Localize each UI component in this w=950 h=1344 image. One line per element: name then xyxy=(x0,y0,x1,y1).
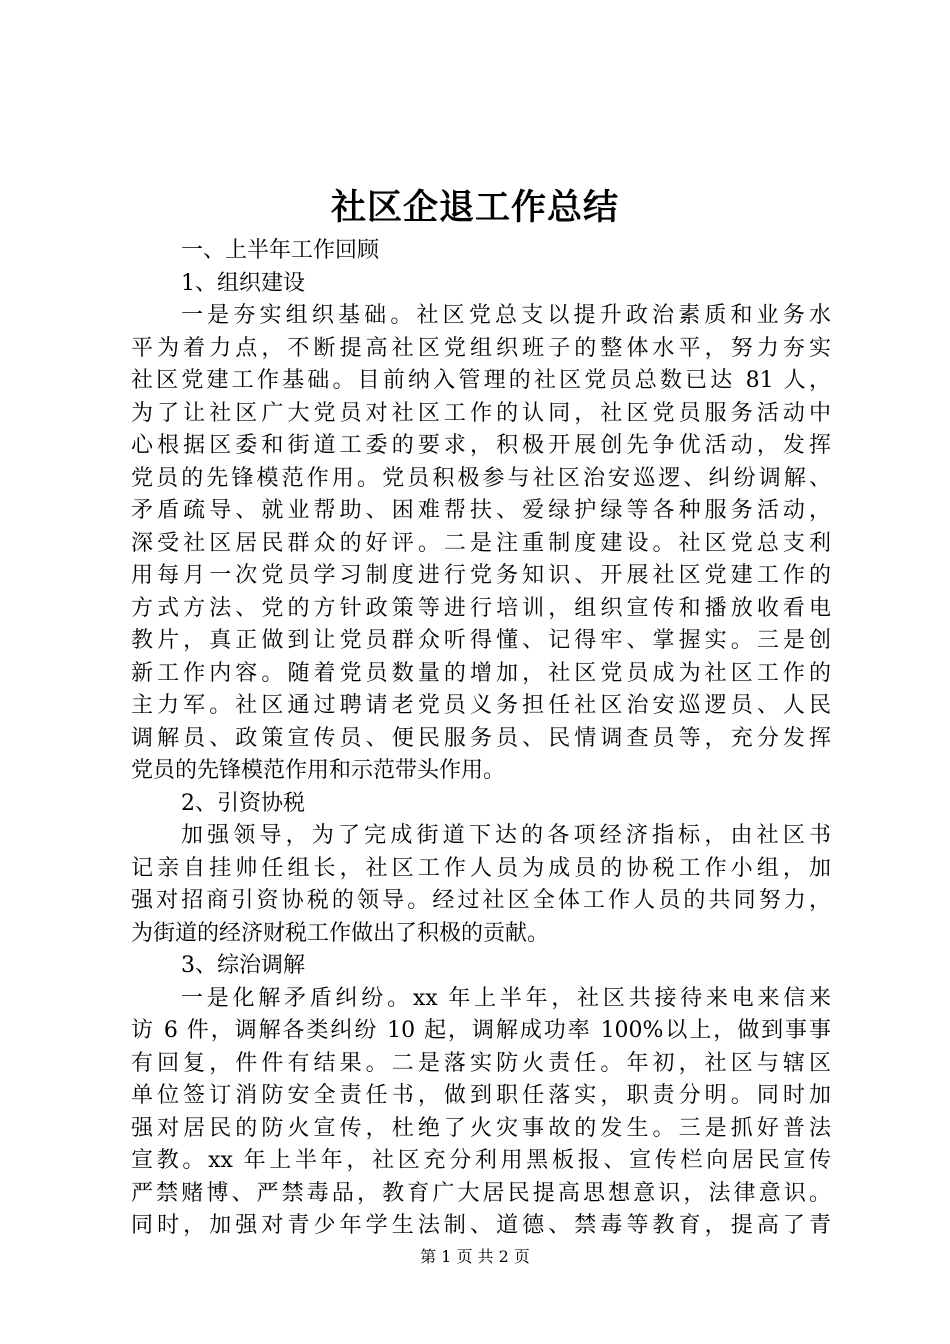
text-line: 3、综治调解 xyxy=(181,953,305,978)
text-line: 严禁赌博、严禁毒品，教育广大居民提高思想意识，法律意识。 xyxy=(131,1180,831,1206)
text-line: 2、引资协税 xyxy=(181,790,305,816)
text-line: 加强领导，为了完成街道下达的各项经济指标，由社区书 xyxy=(181,823,831,848)
text-line: 为了让社区广大党员对社区工作的认同，社区党员服务活动中 xyxy=(131,400,831,426)
text-line: 教片，真正做到让党员群众听得懂、记得牢、掌握实。三是创 xyxy=(131,628,831,653)
text-line: 社区党建工作基础。目前纳入管理的社区党员总数已达 81 人， xyxy=(131,368,831,393)
text-line: 心根据区委和街道工委的要求，积极开展创先争优活动，发挥 xyxy=(131,433,831,458)
text-line: 1、组织建设 xyxy=(181,270,305,296)
text-line: 矛盾疏导、就业帮助、困难帮扶、爱绿护绿等各种服务活动， xyxy=(131,498,831,523)
text-line: 深受社区居民群众的好评。二是注重制度建设。社区党总支利 xyxy=(131,530,831,556)
text-line: 强对招商引资协税的领导。经过社区全体工作人员的共同努力， xyxy=(131,888,831,913)
text-line: 新工作内容。随着党员数量的增加，社区党员成为社区工作的 xyxy=(131,660,831,686)
page-footer: 第 1 页 共 2 页 xyxy=(420,1247,530,1266)
text-line: 访 6 件，调解各类纠纷 10 起，调解成功率 100%以上，做到事事 xyxy=(131,1018,831,1043)
text-line: 方式方法、党的方针政策等进行培训，组织宣传和播放收看电 xyxy=(131,595,831,621)
text-line: 主力军。社区通过聘请老党员义务担任社区治安巡逻员、人民 xyxy=(131,693,831,718)
text-line: 强对居民的防火宣传，杜绝了火灾事故的发生。三是抓好普法 xyxy=(131,1115,831,1141)
text-line: 党员的先锋模范作用。党员积极参与社区治安巡逻、纠纷调解、 xyxy=(131,465,831,491)
text-line: 一是化解矛盾纠纷。xx 年上半年，社区共接待来电来信来 xyxy=(181,985,831,1011)
text-line: 为街道的经济财税工作做出了积极的贡献。 xyxy=(131,920,550,946)
document-title: 社区企退工作总结 xyxy=(330,187,619,228)
text-line: 有回复，件件有结果。二是落实防火责任。年初，社区与辖区 xyxy=(131,1050,831,1076)
text-line: 单位签订消防安全责任书，做到职任落实，职责分明。同时加 xyxy=(131,1083,831,1108)
text-line: 用每月一次党员学习制度进行党务知识、开展社区党建工作的 xyxy=(131,563,831,588)
text-line: 记亲自挂帅任组长，社区工作人员为成员的协税工作小组，加 xyxy=(131,855,831,881)
text-line: 同时，加强对青少年学生法制、道德、禁毒等教育，提高了青 xyxy=(131,1213,831,1238)
text-line: 平为着力点，不断提高社区党组织班子的整体水平，努力夯实 xyxy=(131,335,831,361)
text-line: 一是夯实组织基础。社区党总支以提升政治素质和业务水 xyxy=(181,303,831,328)
text-line: 一、上半年工作回顾 xyxy=(181,238,380,263)
document-body xyxy=(131,235,831,1243)
text-line: 调解员、政策宣传员、便民服务员、民情调查员等，充分发挥 xyxy=(131,725,831,751)
text-line: 党员的先锋模范作用和示范带头作用。 xyxy=(131,758,506,783)
text-line: 宣教。xx 年上半年，社区充分利用黑板报、宣传栏向居民宣传 xyxy=(131,1148,831,1173)
